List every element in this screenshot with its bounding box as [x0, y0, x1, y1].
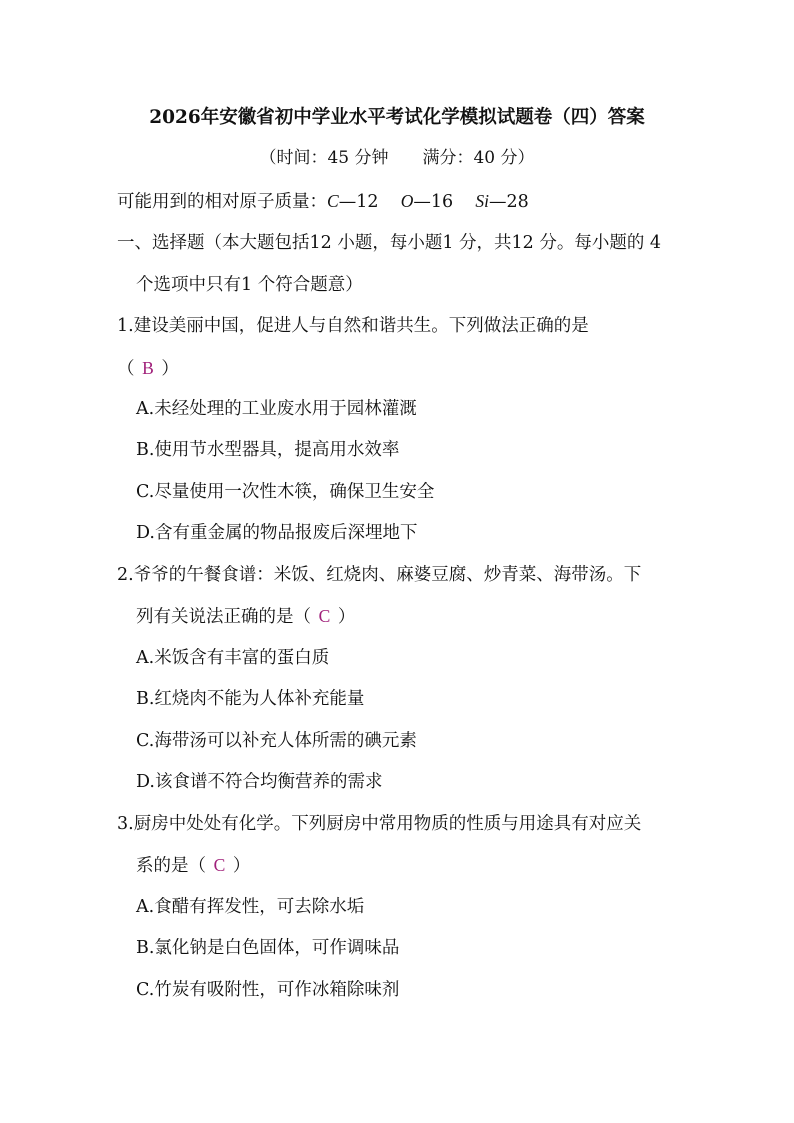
element-o: O [400, 191, 414, 211]
element-o-mass: —16 [413, 192, 454, 212]
page-subtitle: （时间：45 分钟 满分：40 分） [259, 148, 535, 168]
question-3-option-c: C.竹炭有吸附性，可作冰箱除味剂 [136, 980, 400, 1000]
page-title: 2026年安徽省初中学业水平考试化学模拟试题卷（四）答案 [149, 107, 645, 128]
question-3-stem: 3.厨房中处处有化学。下列厨房中常用物质的性质与用途具有对应关 [117, 814, 642, 834]
question-3-answer-line [136, 853, 250, 878]
question-2-option-d: D.该食谱不符合均衡营养的需求 [136, 772, 383, 792]
question-3-option-a: A.食醋有挥发性，可去除水垢 [136, 897, 365, 917]
question-1-option-a: A.未经处理的工业废水用于园林灌溉 [136, 399, 417, 419]
question-2-answer: C [318, 606, 331, 626]
section-heading-line1: 一、选择题（本大题包括12 小题，每小题1 分，共12 分。每小题的 4 [117, 233, 662, 253]
question-1-option-c: C.尽量使用一次性木筷，确保卫生安全 [136, 482, 435, 502]
question-2-option-a: A.米饭含有丰富的蛋白质 [136, 648, 330, 668]
question-2-stem: 2.爷爷的午餐食谱：米饭、红烧肉、麻婆豆腐、炒青菜、海带汤。下 [117, 565, 642, 585]
element-c-mass: —12 [338, 192, 379, 212]
atomic-mass-label: 可能用到的相对原子质量： [117, 192, 327, 212]
paren-open: （ [117, 359, 135, 379]
question-3-stem-line2: 系的是（ [136, 856, 206, 876]
element-si: Si [475, 191, 490, 211]
question-1-option-d: D.含有重金属的物品报废后深埋地下 [136, 523, 418, 543]
atomic-mass-line [117, 189, 529, 214]
paren-close: ） [161, 359, 179, 379]
section-heading-line2: 个选项中只有1 个符合题意） [136, 275, 363, 295]
question-2-stem-line2: 列有关说法正确的是（ [136, 607, 311, 627]
paren-close: ） [337, 607, 356, 627]
question-1-answer: B [142, 358, 154, 378]
question-3-option-b: B.氯化钠是白色固体，可作调味品 [136, 938, 400, 958]
question-2-answer-line [136, 604, 355, 629]
question-2-option-c: C.海带汤可以补充人体所需的碘元素 [136, 731, 417, 751]
element-si-mass: —28 [489, 192, 529, 212]
question-3-answer: C [213, 855, 226, 875]
element-c: C [327, 191, 339, 211]
question-1-option-b: B.使用节水型器具，提高用水效率 [136, 440, 400, 460]
question-1-stem: 1.建设美丽中国，促进人与自然和谐共生。下列做法正确的是 [117, 316, 589, 336]
question-2-option-b: B.红烧肉不能为人体补充能量 [136, 689, 365, 709]
paren-close: ） [232, 856, 251, 876]
question-1-answer-line [117, 356, 179, 381]
